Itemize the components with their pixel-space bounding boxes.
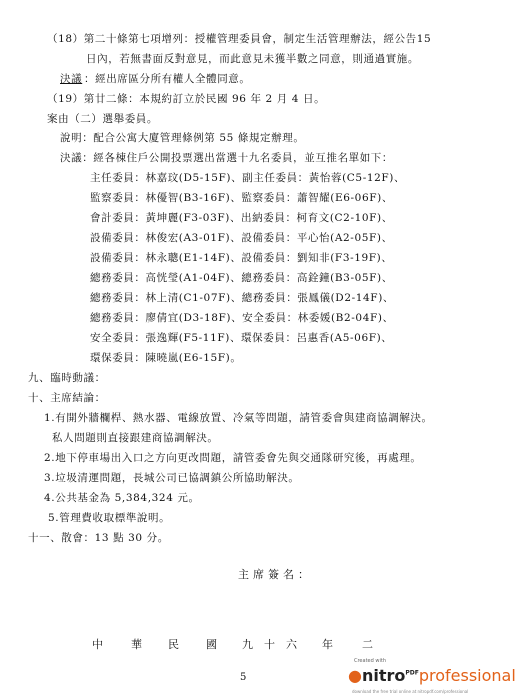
committee-row-5: 設備委員：林永聰(E1-14F)、設備委員：劉知非(F3-19F)、 [90,252,393,264]
chair-signature-label: 主席簽名： [238,568,313,581]
resolution-18-line-2: 日內，若無書面反對意見，而此意見未獲半數之同意，則通過實施。 [86,53,419,65]
nitro-pdf-logo [348,658,516,698]
decision-label: 決議 [60,73,83,85]
logo-brand-prefix: nitro [361,666,406,685]
section-9-heading: 九、臨時動議： [28,372,106,384]
date-char: 國 [206,638,217,651]
committee-row-4: 設備委員：林俊宏(A3-01F)、設備委員：平心怡(A2-05F)、 [90,232,393,244]
conclusion-item-1: 1.有開外牆欄桿、熱水器、電線放置、冷氣等問題，請管委會與建商協調解決。 [44,412,433,424]
logo-created-with: Created with [354,658,386,664]
logo-brand-suffix: professional [418,666,516,685]
date-char: 民 [168,638,179,651]
logo-dot-icon: ● [348,666,362,685]
date-char: 十 [264,638,275,651]
date-char: 二 [362,638,373,651]
resolution-19: （19）第廿二條：本規約訂立於民國 96 年 2 月 4 日。 [47,93,326,105]
committee-row-9: 安全委員：張逸輝(F5-11F)、環保委員：呂惠香(A5-06F)、 [90,332,393,344]
committee-row-1: 主任委員：林嘉玟(D5-15F)、副主任委員：黃怡蓉(C5-12F)、 [90,172,406,184]
motion-2-heading: 案由（二）選舉委員。 [47,113,158,125]
conclusion-item-2: 2.地下停車場出入口之方向更改問題，請管委會先與交通隊研究後，再處理。 [44,452,422,464]
logo-wordmark [348,666,516,685]
date-line [0,636,492,652]
logo-caption: download the free trial online at nitropdf.com/professional [352,689,469,694]
date-char: 六 [286,638,297,651]
decision-text: ：經出席區分所有權人全體同意。 [84,73,251,85]
motion-2-decision: 決議：經各棟住戶公開投票選出當選十九名委員，並互推名單如下： [60,152,393,164]
page-number: 5 [240,672,247,683]
motion-2-explanation: 說明：配合公寓大廈管理條例第 55 條規定辦理。 [60,132,305,144]
committee-row-3: 會計委員：黃坤麗(F3-03F)、出納委員：柯育文(C2-10F)、 [90,212,393,224]
resolution-18-line-1: （18）第二十條第七項增列：授權管理委員會，制定生活管理辦法，經公告15 [47,33,432,45]
date-char: 九 [242,638,253,651]
conclusion-item-4: 4.公共基金為 5,384,324 元。 [44,492,200,504]
committee-row-10: 環保委員：陳曉嵐(E6-15F)。 [90,352,242,364]
conclusion-item-3: 3.垃圾清運問題，長城公司已協調鎮公所協助解決。 [44,472,300,484]
date-char: 年 [322,638,333,651]
section-11-adjourn: 十一、散會：13 點 30 分。 [28,532,169,544]
committee-row-6: 總務委員：高恍瑩(A1-04F)、總務委員：高銓鐘(B3-05F)、 [90,272,393,284]
date-char: 華 [131,638,142,651]
committee-row-2: 監察委員：林優智(B3-16F)、監察委員：蕭智耀(E6-06F)、 [90,192,393,204]
section-10-heading: 十、主席結論： [28,392,106,404]
committee-row-8: 總務委員：廖倩宜(D3-18F)、安全委員：林委媛(B2-04F)、 [90,312,394,324]
date-char: 中 [92,638,103,651]
logo-pdf: PDF [405,669,419,677]
conclusion-item-1-cont: 私人問題則直接跟建商協調解決。 [52,432,219,444]
conclusion-item-5: 5.管理費收取標準說明。 [48,512,171,524]
committee-row-7: 總務委員：林上清(C1-07F)、總務委員：張鳳儀(D2-14F)、 [90,292,394,304]
